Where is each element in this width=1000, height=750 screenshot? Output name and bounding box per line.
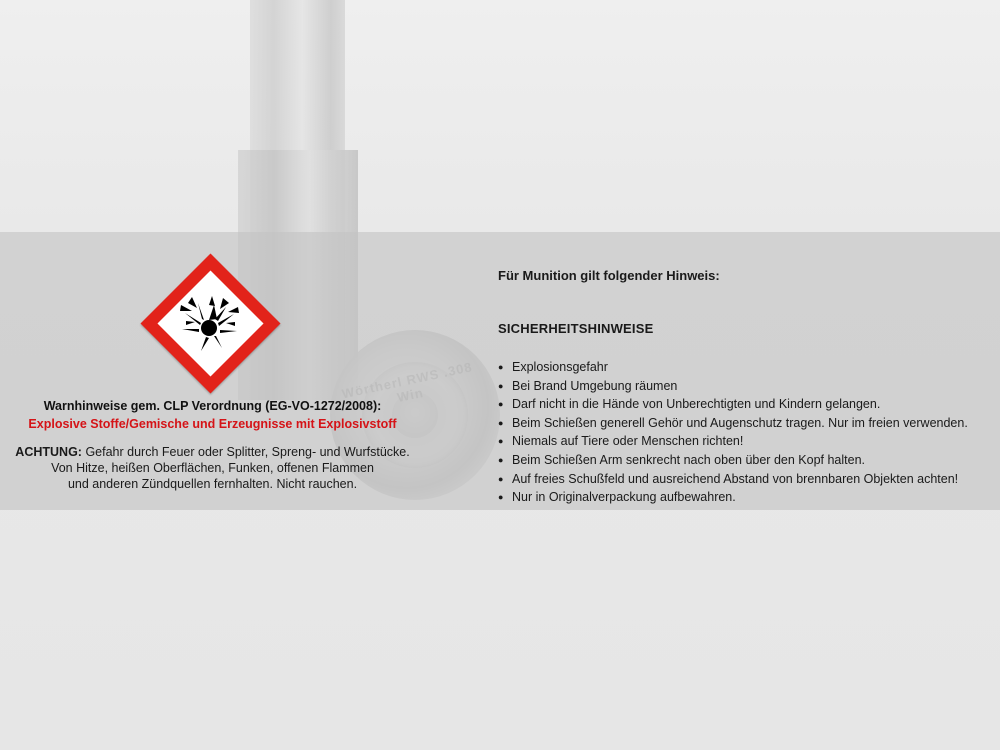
- list-item: ● Beim Schießen Arm senkrecht nach oben über den Kopf halten.: [498, 451, 988, 470]
- warning-line-2: Von Hitze, heißen Oberflächen, Funken, offenen Flammen: [51, 461, 374, 475]
- clp-hazard-class: Explosive Stoffe/Gemische und Erzeugnisse mit Explosivstoff: [28, 417, 397, 431]
- list-item: ● Nur in Originalverpackung aufbewahren.: [498, 488, 988, 507]
- ammunition-notice-column: [498, 268, 988, 507]
- exploding-bomb-icon: [168, 281, 253, 366]
- list-item: ● Bei Brand Umgebung räumen: [498, 377, 988, 396]
- clp-warning-title: Warnhinweise gem. CLP Verordnung (EG-VO-1272/2008):: [43, 399, 382, 413]
- list-item: ● Auf freies Schußfeld und ausreichend Abstand von brennbaren Objekten achten!: [498, 470, 988, 489]
- warning-line-1: Gefahr durch Feuer oder Splitter, Spreng- und Wurfstücke.: [85, 445, 410, 459]
- list-item: ● Beim Schießen generell Gehör und Augenschutz tragen. Nur im freien verwenden.: [498, 414, 988, 433]
- clp-warning-block: [10, 398, 415, 492]
- list-item: ● Niemals auf Tiere oder Menschen richten!: [498, 432, 988, 451]
- warning-line-3: und anderen Zündquellen fernhalten. Nicht rauchen.: [67, 477, 358, 491]
- list-item: ● Darf nicht in die Hände von Unberechtigten und Kindern gelangen.: [498, 395, 988, 414]
- clp-warning-body: [10, 444, 415, 492]
- safety-instructions-heading: SICHERHEITSHINWEISE: [498, 321, 654, 336]
- list-item: ● Explosionsgefahr: [498, 358, 988, 377]
- safety-instructions-list: [498, 358, 988, 507]
- explosive-hazard-pictogram: [141, 254, 281, 394]
- attention-label: ACHTUNG:: [15, 445, 82, 459]
- ammunition-notice-heading: Für Munition gilt folgender Hinweis:: [498, 268, 720, 283]
